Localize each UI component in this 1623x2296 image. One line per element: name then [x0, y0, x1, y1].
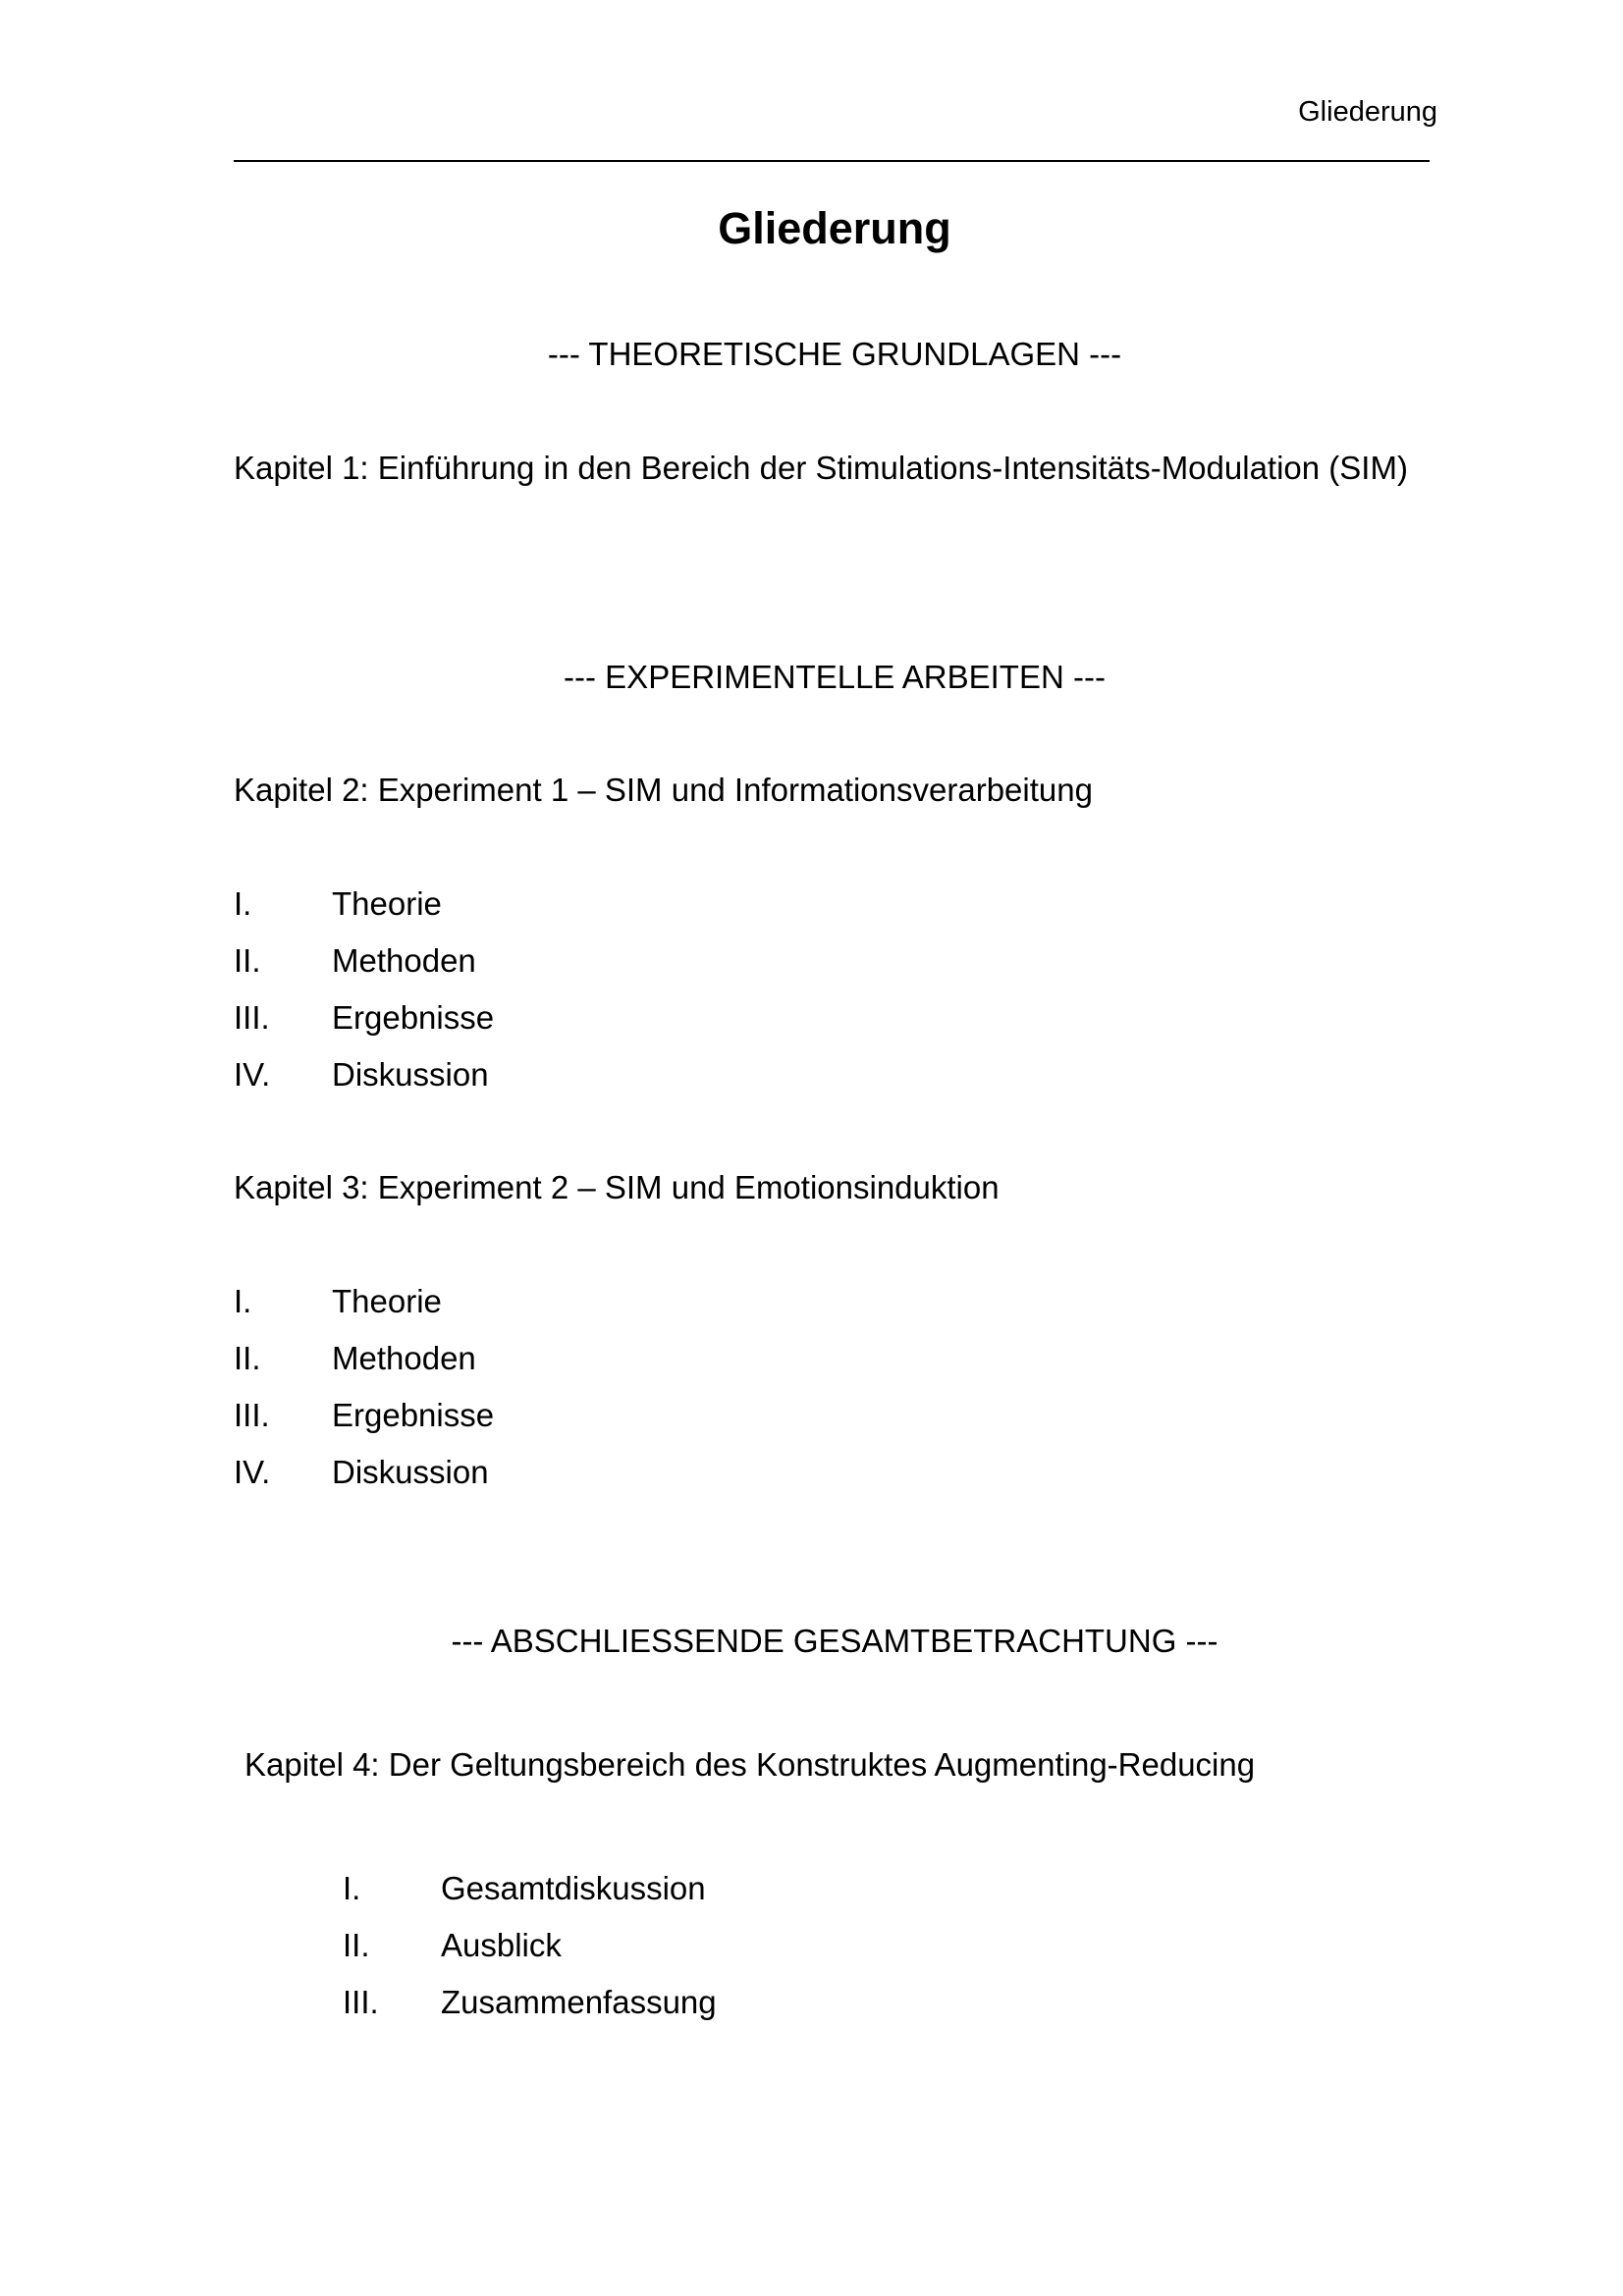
chapter-3-item [234, 1282, 442, 1321]
item-label: Theorie [332, 885, 442, 922]
item-label: Methoden [332, 1340, 476, 1376]
chapter-4-item [343, 1926, 562, 1965]
chapter-4-item [343, 1983, 717, 2022]
chapter-4-item [343, 1869, 706, 1908]
header-rule [234, 160, 1430, 162]
item-number: II. [234, 942, 261, 979]
item-label: Theorie [332, 1283, 442, 1319]
chapter-4-title: Kapitel 4: Der Geltungsbereich des Konstruktes Augmenting-Reducing [244, 1746, 1256, 1783]
chapter-1-title: Kapitel 1: Einführung in den Bereich der Stimulations-Intensitäts-Modulation (SIM) [234, 450, 1408, 486]
section-heading-theory: --- THEORETISCHE GRUNDLAGEN --- [547, 336, 1122, 372]
chapter-3-item [234, 1453, 489, 1492]
item-number: IV. [234, 1056, 271, 1093]
chapter-2-item [234, 884, 442, 924]
item-number: III. [343, 1984, 379, 2020]
item-label: Methoden [332, 942, 476, 979]
chapter-3-item [234, 1396, 494, 1435]
chapter-3-item [234, 1339, 476, 1378]
item-label: Diskussion [332, 1056, 489, 1093]
section-heading-experimental: --- EXPERIMENTELLE ARBEITEN --- [564, 659, 1106, 695]
chapter-2-title: Kapitel 2: Experiment 1 – SIM und Informationsverarbeitung [234, 772, 1093, 808]
chapter-3-title: Kapitel 3: Experiment 2 – SIM und Emotionsinduktion [234, 1169, 1000, 1205]
item-label: Zusammenfassung [441, 1984, 717, 2020]
item-label: Ausblick [441, 1927, 562, 1963]
item-number: I. [234, 1283, 252, 1319]
item-label: Gesamtdiskussion [441, 1870, 706, 1906]
page-title: Gliederung [718, 203, 951, 253]
section-heading-conclusion: --- ABSCHLIESSENDE GESAMTBETRACHTUNG --- [451, 1623, 1218, 1659]
chapter-2-item [234, 941, 476, 981]
item-number: IV. [234, 1454, 271, 1490]
chapter-2-item [234, 998, 494, 1038]
item-number: I. [343, 1870, 361, 1906]
item-number: II. [343, 1927, 370, 1963]
item-number: III. [234, 1397, 270, 1433]
item-label: Diskussion [332, 1454, 489, 1490]
item-label: Ergebnisse [332, 1397, 495, 1433]
item-number: III. [234, 999, 270, 1036]
chapter-2-item [234, 1055, 489, 1095]
item-number: I. [234, 885, 252, 922]
item-number: II. [234, 1340, 261, 1376]
running-header-title: Gliederung [1298, 96, 1437, 128]
item-label: Ergebnisse [332, 999, 495, 1036]
